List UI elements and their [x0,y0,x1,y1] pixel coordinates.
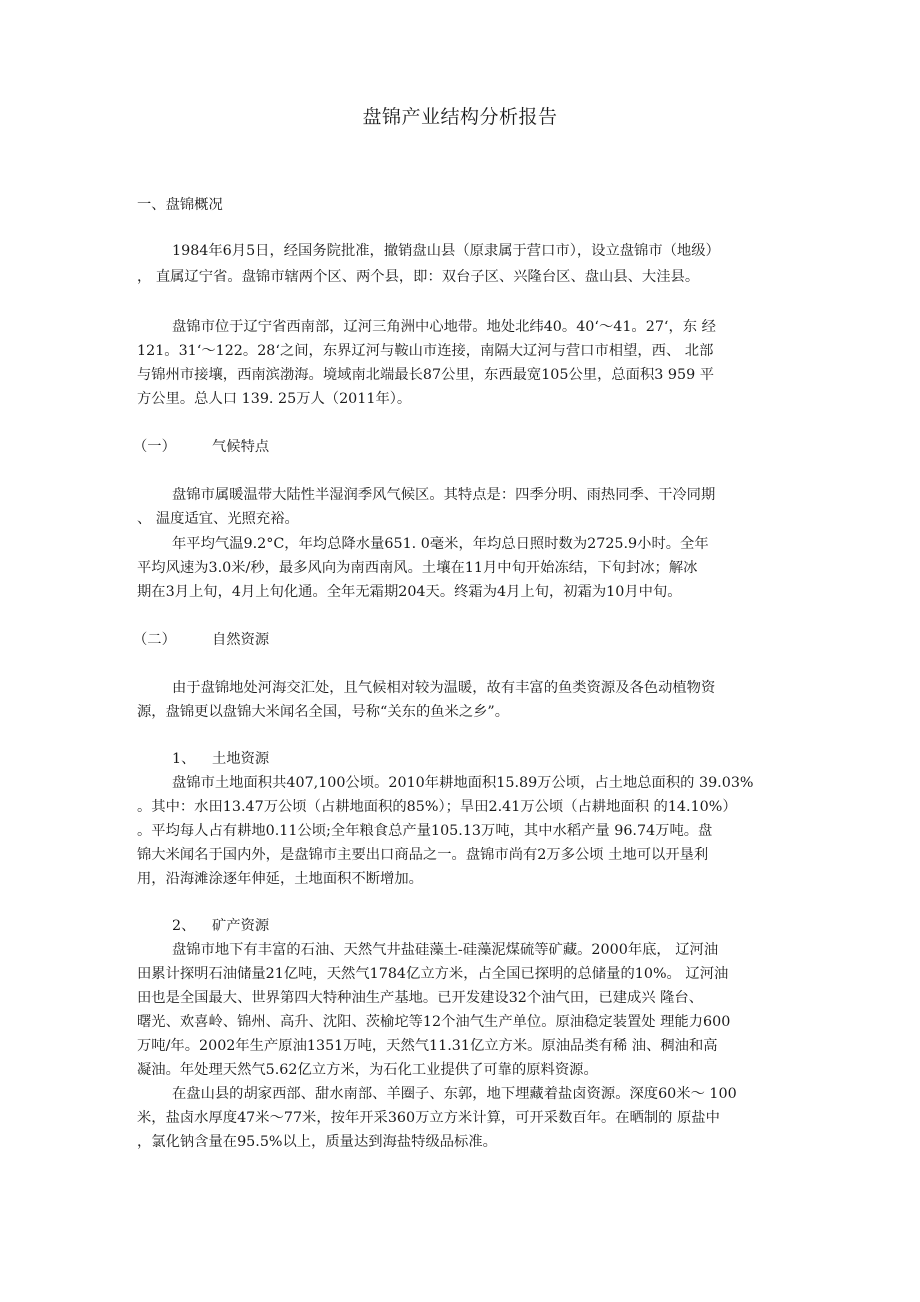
paragraph-line: 米，盐卤水厚度47米～77米，按年开采360万立方米计算，可开采数百年。在晒制的 原盐中 [137,1110,720,1126]
section-heading-resources: 自然资源 [212,632,270,648]
section-heading-overview: 一、盘锦概况 [137,197,223,213]
paragraph-line: 。其中：水田13.47万公顷（占耕地面积的85%）；旱田2.41万公顷（占耕地面积 的14.10%） [137,799,737,815]
section-number-resources: （二） [133,632,176,648]
paragraph-line: 源，盘锦更以盘锦大米闻名全国，号称“关东的鱼米之乡”。 [137,704,510,720]
subsection-number-land: 1、 [172,751,196,767]
paragraph-line: 。平均每人占有耕地0.11公顷;全年粮食总产量105.13万吨，其中水稻产量 96.74万吨。盘 [137,823,713,839]
paragraph-line: ，氯化钠含量在95.5%以上，质量达到海盐特级品标准。 [137,1134,497,1150]
section-heading-climate: 气候特点 [212,439,270,455]
paragraph-line: 方公里。总人口 139. 25万人（2011年）。 [137,391,412,407]
paragraph-line: 盘锦市地下有丰富的石油、天然气井盐硅藻土-硅藻泥煤硫等矿藏。2000年底， 辽河油 [172,942,719,958]
paragraph-line: 盘锦市位于辽宁省西南部，辽河三角洲中心地带。地处北纬40。40‘～41。27‘，东 经 [172,319,716,335]
document-title: 盘锦产业结构分析报告 [362,106,558,128]
paragraph-line: 田累计探明石油储量21亿吨，天然气1784亿立方米，占全国已探明的总储量的10%。 辽河油 [137,966,729,982]
paragraph-line: 万吨/年。2002年生产原油1351万吨，天然气11.31亿立方米。原油品类有稀 油、稠油和高 [137,1038,718,1054]
paragraph-line: 盘锦市属暖温带大陆性半湿润季风气候区。其特点是：四季分明、雨热同季、干冷同期 [172,487,716,503]
paragraph-line: 期在3月上旬，4月上旬化通。全年无霜期204天。终霜为4月上旬，初霜为10月中旬。 [137,584,682,600]
paragraph-line: 盘锦市土地面积共407,100公顷。2010年耕地面积15.89万公顷，占土地总面积的 39.03% [172,775,754,791]
paragraph-line: 曙光、欢喜岭、锦州、高升、沈阳、茨榆坨等12个油气生产单位。原油稳定装置处 理能力600 [137,1014,731,1030]
subsection-heading-mineral: 矿产资源 [212,918,270,934]
paragraph-line: 平均风速为3.0米/秒，最多风向为南西南风。土壤在11月中旬开始冻结，下旬封冰；解冰 [137,560,698,576]
paragraph-line: 年平均气温9.2°C，年均总降水量651. 0毫米，年均总日照时数为2725.9小时。全年 [172,536,709,552]
paragraph-line: 1984年6月5日，经国务院批准，撤销盘山县（原隶属于营口市），设立盘锦市（地级） [172,243,720,259]
paragraph-line: 田也是全国最大、世界第四大特种油生产基地。已开发建设32个油气田，已建成兴 隆台、 [137,990,704,1006]
paragraph-line: 在盘山县的胡家西部、甜水南部、羊圈子、东郭，地下埋藏着盐卤资源。深度60米～ 100 [172,1086,737,1102]
subsection-number-mineral: 2、 [172,918,196,934]
subsection-heading-land: 土地资源 [212,751,270,767]
paragraph-line: 、 温度适宜、光照充裕。 [137,511,299,527]
paragraph-line: 由于盘锦地处河海交汇处，且气候相对较为温暖，故有丰富的鱼类资源及各色动植物资 [172,680,716,696]
paragraph-line: 凝油。年处理天然气5.62亿立方米，为石化工业提供了可靠的原料资源。 [137,1062,598,1078]
paragraph-line: 与锦州市接壤，西南滨渤海。境域南北端最长87公里，东西最宽105公里，总面积3 959 平 [137,367,715,383]
paragraph-line: ， 直属辽宁省。盘锦市辖两个区、两个县，即：双台子区、兴隆台区、盘山县、大洼县。 [137,269,700,285]
paragraph-line: 用，沿海滩涂逐年伸延，土地面积不断增加。 [137,871,423,887]
paragraph-line: 121。31‘～122。28‘之间，东界辽河与鞍山市连接，南隔大辽河与营口市相望，西、 北部 [137,343,714,359]
paragraph-line: 锦大米闻名于国内外，是盘锦市主要出口商品之一。盘锦市尚有2万多公顷 土地可以开垦利 [137,847,709,863]
section-number-climate: （一） [133,439,176,455]
